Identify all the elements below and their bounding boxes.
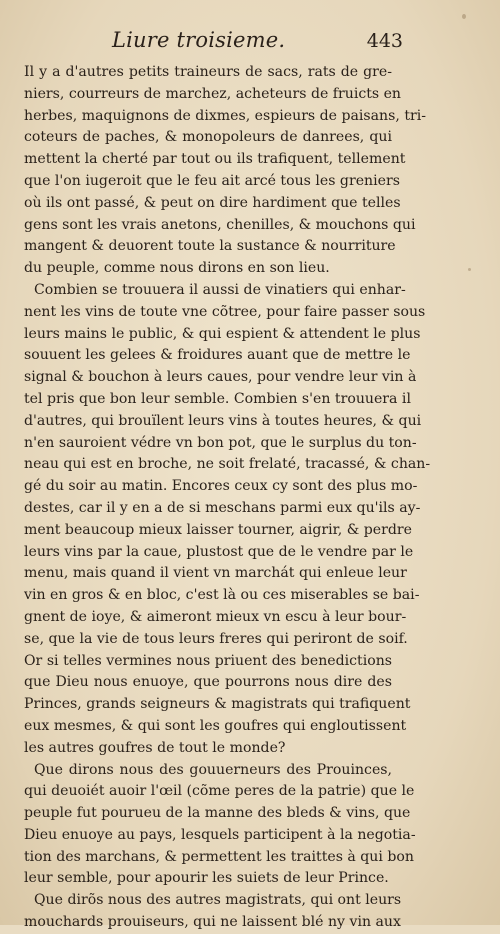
text-line: mouchards prouiseurs, qui ne laissent blé ny vin aux bbox=[24, 914, 401, 931]
text-line: Que dirõs nous des autres magistrats, qui ont leurs bbox=[34, 892, 402, 909]
body-text bbox=[24, 62, 431, 934]
text-line: mettent la cherté par tout ou ils trafiquent, tellement bbox=[24, 151, 406, 168]
page-header bbox=[96, 24, 403, 54]
paragraph bbox=[24, 280, 431, 760]
text-line: tion des marchans, & permettent les traittes à qui bon bbox=[24, 848, 414, 865]
text-line: mangent & deuorent toute la sustance & nourriture bbox=[24, 238, 396, 255]
text-line: Il y a d'autres petits traineurs de sacs, rats de gre- bbox=[24, 64, 392, 80]
text-line: tel pris que bon leur semble. Combien s'en trouuera il bbox=[24, 390, 411, 407]
text-line: destes, car il y en a de si meschans parmi eux qu'ils ay- bbox=[24, 499, 421, 516]
text-line: eux mesmes, & qui sont les goufres qui engloutissent bbox=[24, 717, 407, 734]
text-line: peuple fut pourueu de la manne des bleds & vins, que bbox=[24, 805, 411, 822]
text-line: leur semble, pour apourir les suiets de leur Prince. bbox=[24, 870, 389, 887]
text-line: vin en gros & en bloc, c'est là ou ces miserables se bai- bbox=[24, 587, 420, 604]
text-line: leurs mains le public, & qui espient & attendent le plus bbox=[24, 325, 421, 342]
text-line: Combien se trouuera il aussi de vinatiers qui enhar- bbox=[34, 281, 406, 298]
text-line: coteurs de paches, & monopoleurs de danrees, qui bbox=[24, 129, 392, 146]
text-line: herbes, maquignons de dixmes, espieurs de paisans, tri- bbox=[24, 107, 426, 124]
paragraph bbox=[24, 760, 416, 891]
text-line: Que dirons nous des gouuerneurs des Prouinces, bbox=[34, 761, 392, 778]
running-title: Liure troisieme. bbox=[112, 28, 286, 52]
text-line: souuent les gelees & froidures auant que de mettre le bbox=[24, 347, 411, 364]
text-line: Or si telles vermines nous priuent des benedictions bbox=[24, 652, 392, 669]
text-line: se, que la vie de tous leurs freres qui periront de soif. bbox=[24, 630, 408, 647]
text-line: d'autres, qui brouïlent leurs vins à toutes heures, & qui bbox=[24, 412, 422, 429]
text-line: les autres goufres de tout le monde? bbox=[24, 739, 286, 756]
text-line: neau qui est en broche, ne soit frelaté, tracassé, & chan- bbox=[24, 456, 431, 473]
text-line: leurs vins par la caue, plustost que de le vendre par le bbox=[24, 543, 414, 560]
ink-spot bbox=[462, 14, 466, 19]
text-line: gé du soir au matin. Encores ceux cy sont des plus mo- bbox=[24, 478, 418, 495]
text-line: gnent de ioye, & aimeront mieux vn escu à leur bour- bbox=[24, 608, 407, 625]
text-line: signal & bouchon à leurs caues, pour vendre leur vin à bbox=[24, 369, 417, 386]
text-line: que Dieu nous enuoye, que pourrons nous dire des bbox=[24, 674, 392, 691]
text-line: que l'on iugeroit que le feu ait arcé tous les greniers bbox=[24, 172, 400, 189]
text-line: où ils ont passé, & peut on dire hardiment que telles bbox=[24, 194, 401, 211]
text-line: ment beaucoup mieux laisser tourner, aigrir, & perdre bbox=[24, 521, 412, 538]
page-number: 443 bbox=[366, 30, 403, 52]
paragraph bbox=[24, 890, 402, 934]
text-line: nent les vins de toute vne cõtree, pour faire passer sous bbox=[24, 303, 426, 320]
text-line: Princes, grands seigneurs & magistrats qui trafiquent bbox=[24, 696, 411, 713]
text-line: du peuple, comme nous dirons en son lieu. bbox=[24, 260, 330, 277]
text-line: qui deuoiét auoir l'œil (cõme peres de la patrie) que le bbox=[24, 783, 415, 800]
text-line: Dieu enuoye au pays, lesquels participent à la negotia- bbox=[24, 826, 416, 843]
text-line: niers, courreurs de marchez, acheteurs de fruicts en bbox=[24, 85, 402, 102]
text-line: gens sont les vrais anetons, chenilles, & mouchons qui bbox=[24, 216, 416, 233]
text-line: menu, mais quand il vient vn marchát qui enleue leur bbox=[24, 565, 407, 582]
paragraph bbox=[24, 62, 426, 280]
ink-spot bbox=[468, 268, 471, 271]
text-line: n'en sauroient védre vn bon pot, que le surplus du ton- bbox=[24, 434, 417, 451]
